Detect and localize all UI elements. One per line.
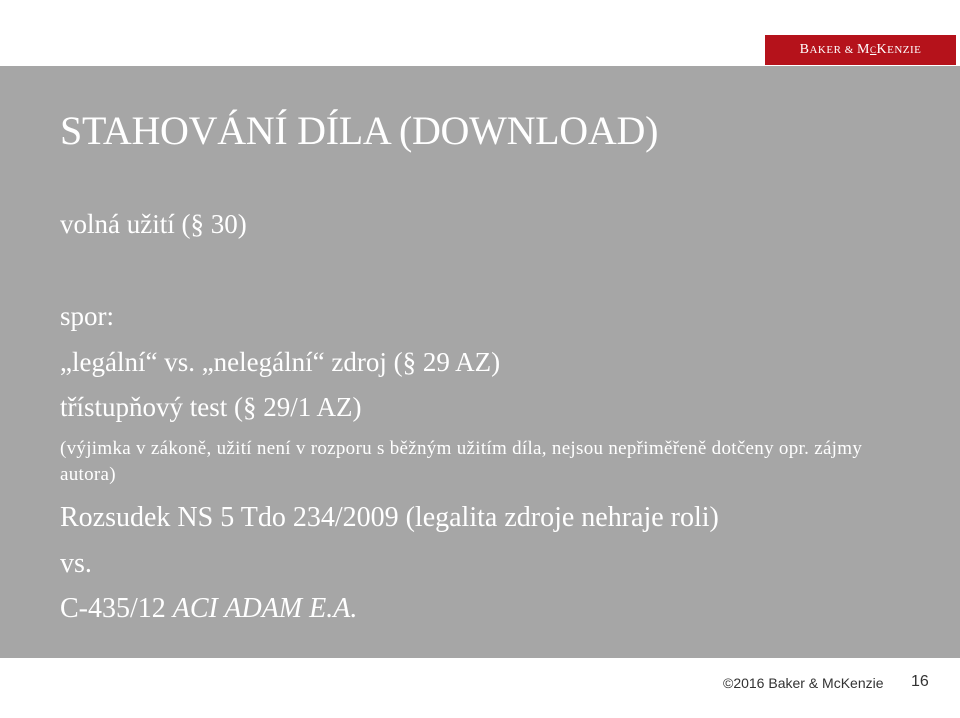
logo-letter-c: C	[869, 45, 877, 55]
spor-line: spor:	[60, 301, 114, 331]
logo-ampersand: &	[841, 44, 857, 56]
c435-case-number: C-435/12	[60, 593, 173, 624]
vs-line: vs.	[60, 548, 92, 579]
page-number: 16	[911, 673, 929, 690]
logo-letter-m: M	[857, 42, 870, 57]
logo-text-aker: AKER	[809, 44, 842, 56]
c435-line	[60, 593, 357, 625]
volna-uziti-line: volná užití (§ 30)	[60, 209, 247, 239]
footer-copyright: ©2016 Baker & McKenzie	[723, 675, 884, 691]
logo-text-enzie: ENZIE	[887, 44, 922, 56]
logo-letter-b: B	[799, 42, 810, 57]
tristupnovy-test-line: třístupňový test (§ 29/1 AZ)	[60, 392, 362, 422]
legalni-zdroj-line: „legální“ vs. „nelegální“ zdroj (§ 29 AZ)	[60, 347, 501, 377]
c435-case-name: ACI ADAM E.A.	[172, 593, 358, 624]
logo-letter-k: K	[876, 42, 888, 57]
slide-title: STAHOVÁNÍ DÍLA (DOWNLOAD)	[60, 108, 659, 153]
vyjimka-paragraph: (výjimka v zákoně, užití není v rozporu s běžným užitím díla, nejsou nepřiměřeně dotčeny opr. zájmy autora)	[60, 438, 863, 485]
baker-mckenzie-logo	[765, 35, 956, 65]
rozsudek-line: Rozsudek NS 5 Tdo 234/2009 (legalita zdroje nehraje roli)	[60, 502, 719, 533]
